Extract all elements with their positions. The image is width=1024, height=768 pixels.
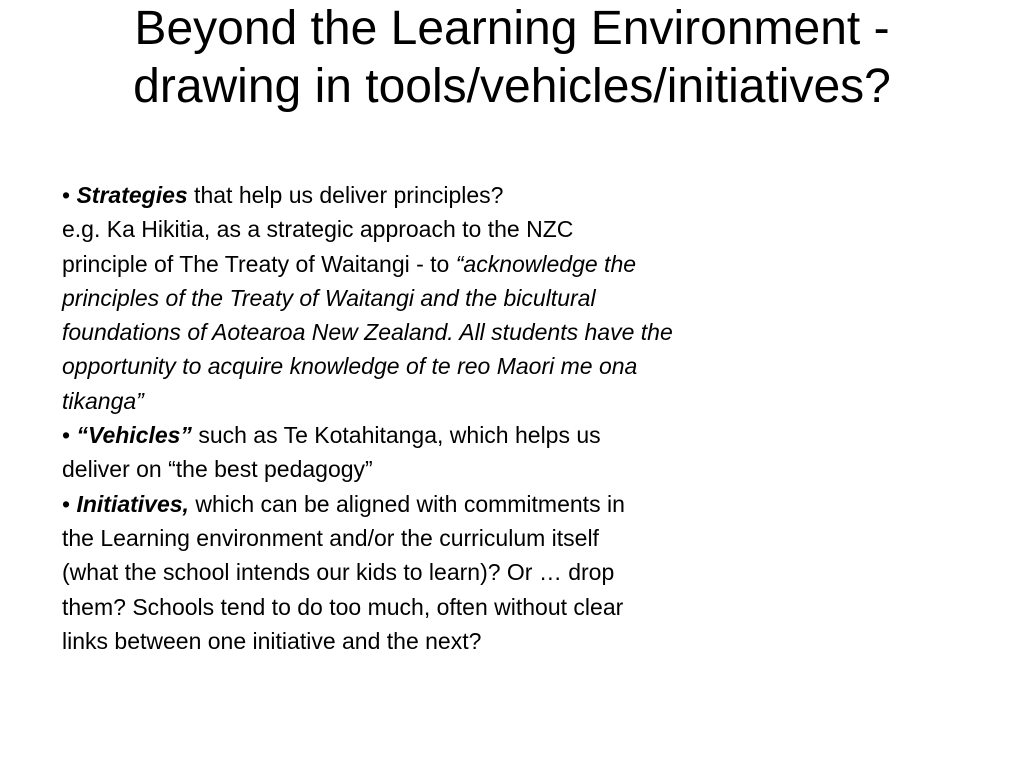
bullet-initiatives-line-3: (what the school intends our kids to learn)? Or … drop (62, 559, 615, 586)
bullet-marker: • (62, 490, 77, 517)
strategies-quote-start: “acknowledge the (455, 250, 637, 277)
slide-title-line-1: Beyond the Learning Environment - (134, 2, 890, 55)
bullet-marker: • (62, 182, 77, 208)
bullet-strategies (62, 178, 982, 418)
bullet-initiatives-line-5: links between one initiative and the next? (62, 627, 482, 654)
bullet-vehicles-line-1 (62, 418, 982, 452)
strategies-line-3-plain: principle of The Treaty of Waitangi - to (62, 250, 456, 277)
initiatives-rest: which can be aligned with commitments in (188, 490, 625, 517)
bullet-initiatives-line-1 (62, 487, 982, 521)
bullet-strategies-line-4: principles of the Treaty of Waitangi and the bicultural (62, 284, 596, 311)
vehicles-term: “Vehicles” (76, 422, 192, 449)
bullet-strategies-line-3 (62, 247, 982, 281)
initiatives-term: Initiatives, (76, 490, 189, 517)
bullet-initiatives-line-4: them? Schools tend to do too much, often without clear (62, 593, 624, 620)
slide-title (0, 0, 1024, 116)
bullet-strategies-line-2: e.g. Ka Hikitia, as a strategic approach to the NZC (62, 216, 574, 243)
bullet-strategies-line-6: opportunity to acquire knowledge of te reo Maori me ona (62, 353, 638, 380)
bullet-marker: • (62, 422, 77, 449)
bullet-strategies-line-5: foundations of Aotearoa New Zealand. All students have the (62, 319, 673, 346)
strategies-term: Strategies (76, 182, 188, 208)
slide-title-line-2: drawing in tools/vehicles/initiatives? (133, 60, 891, 113)
bullet-strategies-line-1 (62, 178, 982, 212)
bullet-initiatives (62, 487, 982, 658)
bullet-vehicles (62, 418, 982, 487)
bullet-initiatives-line-2: the Learning environment and/or the curriculum itself (62, 524, 599, 551)
bullet-vehicles-line-2: deliver on “the best pedagogy” (62, 456, 373, 483)
vehicles-rest: such as Te Kotahitanga, which helps us (191, 422, 601, 449)
slide-body (62, 178, 982, 658)
strategies-rest: that help us deliver principles? (187, 182, 504, 208)
bullet-strategies-line-7: tikanga” (62, 387, 144, 414)
